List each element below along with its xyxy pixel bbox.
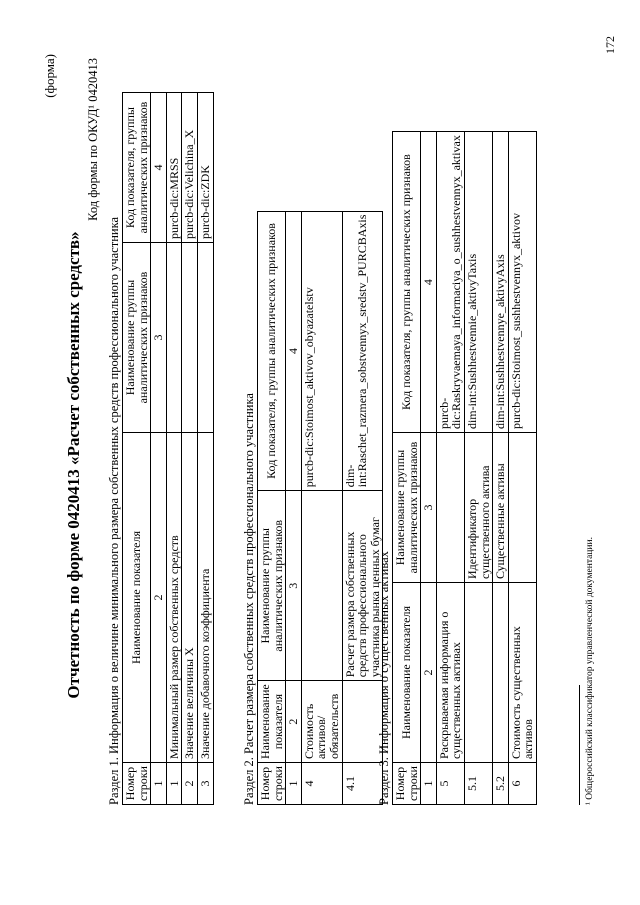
header-cell: Наименование группы аналитических признаков [393, 433, 421, 583]
row-number: 4.1 [342, 763, 383, 805]
header-cell: Номер строки [123, 763, 151, 805]
row-number: 6 [508, 763, 536, 805]
page-title: Отчетность по форме 0420413 «Расчет собственных средств» [64, 231, 83, 699]
row-number: 3 [197, 763, 213, 805]
header-cell: Наименование группы аналитических признаков [123, 243, 151, 433]
column-number: 3 [151, 243, 167, 433]
column-number: 2 [286, 681, 302, 763]
indicator-code: dim-int:Sushhestvennie_aktivyTaxis [464, 132, 492, 433]
indicator-name: Значение величины X [182, 433, 198, 763]
indicator-code: purcb-dic:Velichina_X [182, 93, 198, 243]
column-number-row [286, 211, 302, 804]
header-cell: Код показателя, группы аналитических признаков [258, 211, 286, 491]
table-row [301, 211, 342, 804]
indicator-code: dim-int:Sushhestvennye_aktivyAxis [493, 132, 509, 433]
indicator-name [493, 583, 509, 763]
header-cell: Номер строки [258, 763, 286, 805]
indicator-name: Стоимость существенных активов [508, 583, 536, 763]
okud-code: Код формы по ОКУД¹ 0420413 [86, 58, 100, 221]
group-name: Идентификатор существенного актива [464, 433, 492, 583]
group-name [166, 243, 182, 433]
table-row [508, 132, 536, 805]
page-number: 172 [603, 36, 617, 54]
section2-title: Раздел 2. Расчет размера собственных средств профессионального участника [242, 393, 256, 805]
indicator-name: Раскрываемая информация о существенных активах [436, 583, 464, 763]
indicator-name: Значение добавочного коэффициента [197, 433, 213, 763]
group-name [301, 491, 342, 681]
group-name [182, 243, 198, 433]
indicator-code: dim-int:Raschet_razmera_sobstvennyx_sredstv_PURCBAxis [342, 211, 383, 491]
group-name [436, 433, 464, 583]
header-cell: Код показателя, группы аналитических признаков [123, 93, 151, 243]
indicator-code: purcb-dic:Raskryvaemaya_informaciya_o_sushhestvennyx_aktivax [436, 132, 464, 433]
header-cell: Наименование показателя [393, 583, 421, 763]
row-number: 5 [436, 763, 464, 805]
header-cell: Код показателя, группы аналитических признаков [393, 132, 421, 433]
header-cell: Наименование показателя [258, 681, 286, 763]
table-row [436, 132, 464, 805]
indicator-name [464, 583, 492, 763]
indicator-code: purcb-dic:Stoimost_aktivov_obyazatelstv [301, 211, 342, 491]
column-number: 2 [151, 433, 167, 763]
row-number: 1 [166, 763, 182, 805]
indicator-code: purcb-dic:Stoimost_sushhestvennyx_aktivov [508, 132, 536, 433]
header-cell: Наименование показателя [123, 433, 151, 763]
column-number: 4 [286, 211, 302, 491]
indicator-code: purcb-dic:MRSS [166, 93, 182, 243]
group-name: Расчет размера собственных средств профессионального участника рынка ценных бумаг [342, 491, 383, 681]
group-name: Существенные активы [493, 433, 509, 583]
column-number: 1 [421, 763, 437, 805]
section1-title: Раздел 1. Информация о величине минимального размера собственных средств профессионального участника [107, 216, 121, 805]
column-number: 4 [421, 132, 437, 433]
column-number-row [151, 93, 167, 805]
table-row [197, 93, 213, 805]
group-name [197, 243, 213, 433]
form-label: (форма) [42, 54, 57, 98]
row-number: 5.2 [493, 763, 509, 805]
group-name [508, 433, 536, 583]
footnote-divider [579, 685, 580, 805]
column-number: 1 [151, 763, 167, 805]
column-number: 4 [151, 93, 167, 243]
table-row [464, 132, 492, 805]
column-number: 1 [286, 763, 302, 805]
table-row [182, 93, 198, 805]
table-header-row [393, 132, 421, 805]
indicator-name: Стоимость активов/обязательств [301, 681, 342, 763]
column-number: 3 [421, 433, 437, 583]
table-header-row [123, 93, 151, 805]
table-row [166, 93, 182, 805]
section3-table [392, 131, 537, 805]
column-number-row [421, 132, 437, 805]
section1-table [122, 92, 214, 805]
indicator-code: purcb-dic:ZDK [197, 93, 213, 243]
section3-title: Раздел 3. Информация о существенных активах [377, 551, 391, 805]
section2-table [257, 211, 383, 805]
table-header-row [258, 211, 286, 804]
row-number: 2 [182, 763, 198, 805]
row-number: 5.1 [464, 763, 492, 805]
header-cell: Номер строки [393, 763, 421, 805]
header-cell: Наименование группы аналитических признаков [258, 491, 286, 681]
column-number: 3 [286, 491, 302, 681]
column-number: 2 [421, 583, 437, 763]
footnote: ¹ Общероссийский классификатор управленческой документации. [585, 537, 595, 805]
indicator-name: Минимальный размер собственных средств [166, 433, 182, 763]
row-number: 4 [301, 763, 342, 805]
table-row [493, 132, 509, 805]
